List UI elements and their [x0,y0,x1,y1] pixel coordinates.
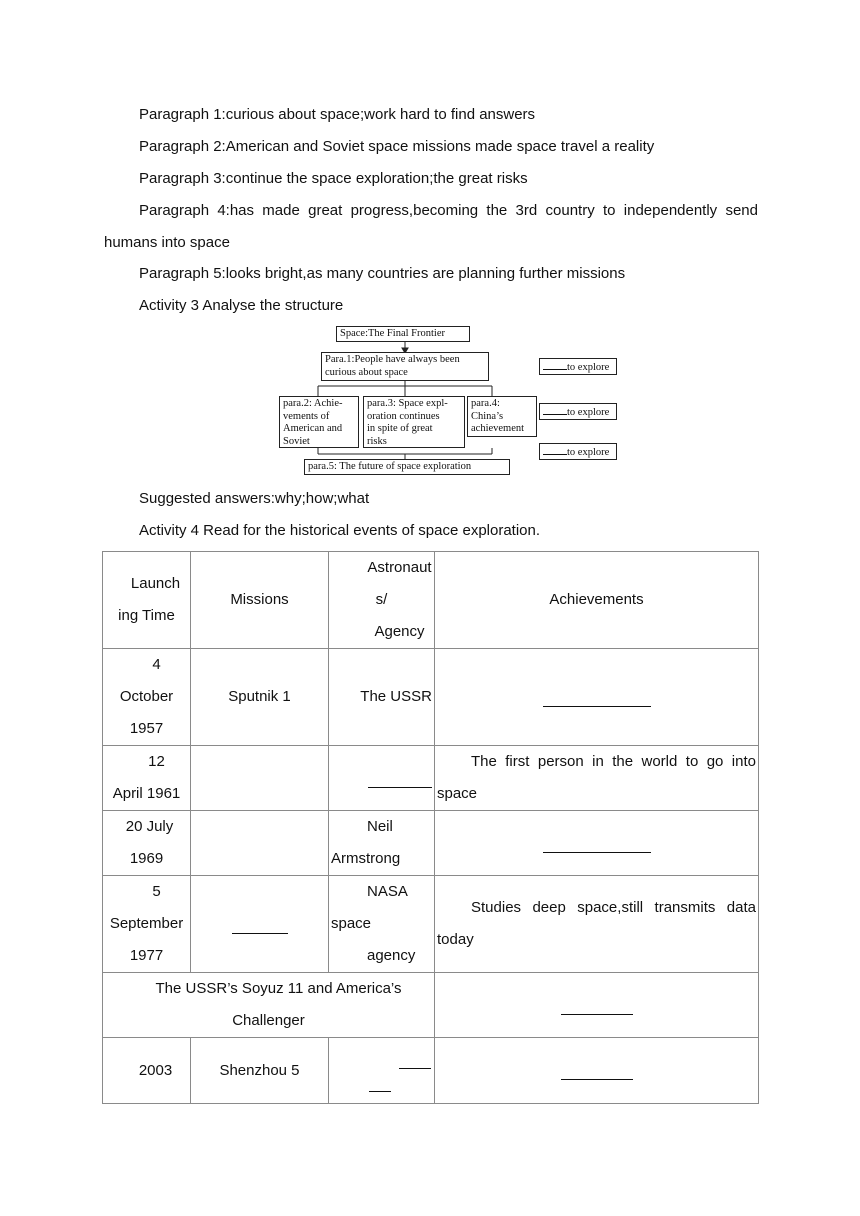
activity-3-heading: Activity 3 Analyse the structure [139,297,344,314]
cell-text: agency [367,947,416,964]
cell-achievement [435,973,759,1038]
diagram-para1-text: Para.1:People have always been [325,354,460,365]
explore-label: to explore [567,362,610,373]
cell-text: Neil [367,818,393,835]
diagram-para3-box [363,396,465,448]
cell-mission [191,746,329,811]
paragraph-4-summary: Paragraph 4:has made great progress,becoming the 3rd country to independently send [139,202,758,219]
cell-mission [191,876,329,973]
diagram-para5-box [304,459,510,475]
diagram-para4-text: para.4: [471,398,500,409]
cell-text: October [119,688,174,705]
cell-text: April 1961 [112,785,181,802]
diagram-para2-text: para.2: Achie- [283,398,343,409]
cell-merged-missions [103,973,435,1038]
cell-text: The first person in the world to go into [471,753,756,770]
table-header-row [103,552,759,649]
answer-blank[interactable] [561,996,633,1015]
cell-text: today [437,931,474,948]
cell-agency [329,746,435,811]
cell-agency: The USSR [329,649,435,746]
table-row [103,876,759,973]
header-text: Launch [130,575,181,592]
diagram-para1-box [321,352,489,381]
cell-agency [329,1038,435,1104]
cell-text: NASA [367,883,408,900]
diagram-para2-text: American and [283,423,343,434]
cell-time [103,876,191,973]
header-achievements: Achievements [435,552,759,649]
cell-achievement [435,876,759,973]
answer-blank[interactable] [369,1073,391,1092]
cell-text: 20 July [125,818,174,835]
header-text: Astronaut [367,559,432,576]
cell-text: The USSR’s Soyuz 11 and America’s [155,980,402,997]
cell-text: 1969 [129,850,164,867]
cell-text: 4 [152,656,161,673]
diagram-para2-box [279,396,359,448]
cell-agency [329,876,435,973]
cell-mission: Shenzhou 5 [191,1038,329,1104]
cell-text: 1977 [129,947,164,964]
activity-4-heading: Activity 4 Read for the historical events of space exploration. [139,522,541,539]
table-row [103,649,759,746]
cell-text: Studies deep space,still transmits data [471,899,756,916]
cell-achievement [435,811,759,876]
explore-answer-box-2 [539,403,617,420]
table-row [103,746,759,811]
cell-time [103,649,191,746]
cell-time [103,811,191,876]
paragraph-4-summary-continued: humans into space [104,234,230,251]
diagram-title: Space:The Final Frontier [340,328,445,339]
header-text: ing Time [118,607,175,624]
answer-blank[interactable] [368,769,432,788]
suggested-answers: Suggested answers:why;how;what [139,490,370,507]
paragraph-5-summary: Paragraph 5:looks bright,as many countries are planning further missions [139,265,626,282]
answer-blank [543,445,567,455]
answer-blank[interactable] [232,915,288,934]
diagram-para4-text: China’s [471,410,504,422]
diagram-para4-text: achievement [471,423,525,434]
diagram-title-box [336,326,470,342]
cell-text: 12 [148,753,165,770]
cell-achievement [435,746,759,811]
answer-blank[interactable] [543,688,651,707]
explore-answer-box-1 [539,358,617,375]
cell-text: space [331,915,372,932]
cell-text: 2003 [138,1061,173,1079]
cell-agency [329,811,435,876]
space-events-table [102,551,759,1104]
answer-blank[interactable] [561,1061,633,1080]
table-row [103,811,759,876]
header-text: s/ [375,591,388,608]
answer-blank [543,360,567,370]
paragraph-3-summary: Paragraph 3:continue the space exploration;the great risks [139,170,528,187]
diagram-para1-text: curious about space [325,366,408,378]
header-missions: Missions [191,552,329,649]
diagram-para3-text: in spite of great [367,423,433,434]
cell-time [103,746,191,811]
diagram-para5-text: para.5: The future of space exploration [308,461,472,472]
header-text: Agency [374,623,425,640]
table-row [103,1038,759,1104]
answer-blank[interactable] [399,1050,431,1069]
diagram-para2-text: Soviet [283,435,310,447]
cell-text: 5 [152,883,161,900]
cell-achievement [435,649,759,746]
cell-text: 1957 [129,720,164,737]
diagram-para2-text: vements of [283,410,330,422]
answer-blank[interactable] [543,834,651,853]
answer-blank [543,405,567,415]
explore-answer-box-3 [539,443,617,460]
explore-label: to explore [567,447,610,458]
cell-mission [191,811,329,876]
paragraph-2-summary: Paragraph 2:American and Soviet space missions made space travel a reality [139,138,655,155]
cell-text: space [437,785,478,802]
cell-mission: Sputnik 1 [191,649,329,746]
diagram-para3-text: risks [367,435,387,447]
header-launching-time [103,552,191,649]
cell-time [103,1038,191,1104]
diagram-para3-text: para.3: Space expl- [367,398,448,409]
cell-text: September [109,915,184,932]
explore-label: to explore [567,407,610,418]
header-astronauts-agency [329,552,435,649]
cell-text: Challenger [232,1012,305,1029]
diagram-para4-box [467,396,537,437]
paragraph-1-summary: Paragraph 1:curious about space;work hard to find answers [139,106,536,123]
table-row [103,973,759,1038]
diagram-para3-text: oration continues [367,410,440,422]
cell-achievement [435,1038,759,1104]
cell-text: Armstrong [331,850,401,867]
